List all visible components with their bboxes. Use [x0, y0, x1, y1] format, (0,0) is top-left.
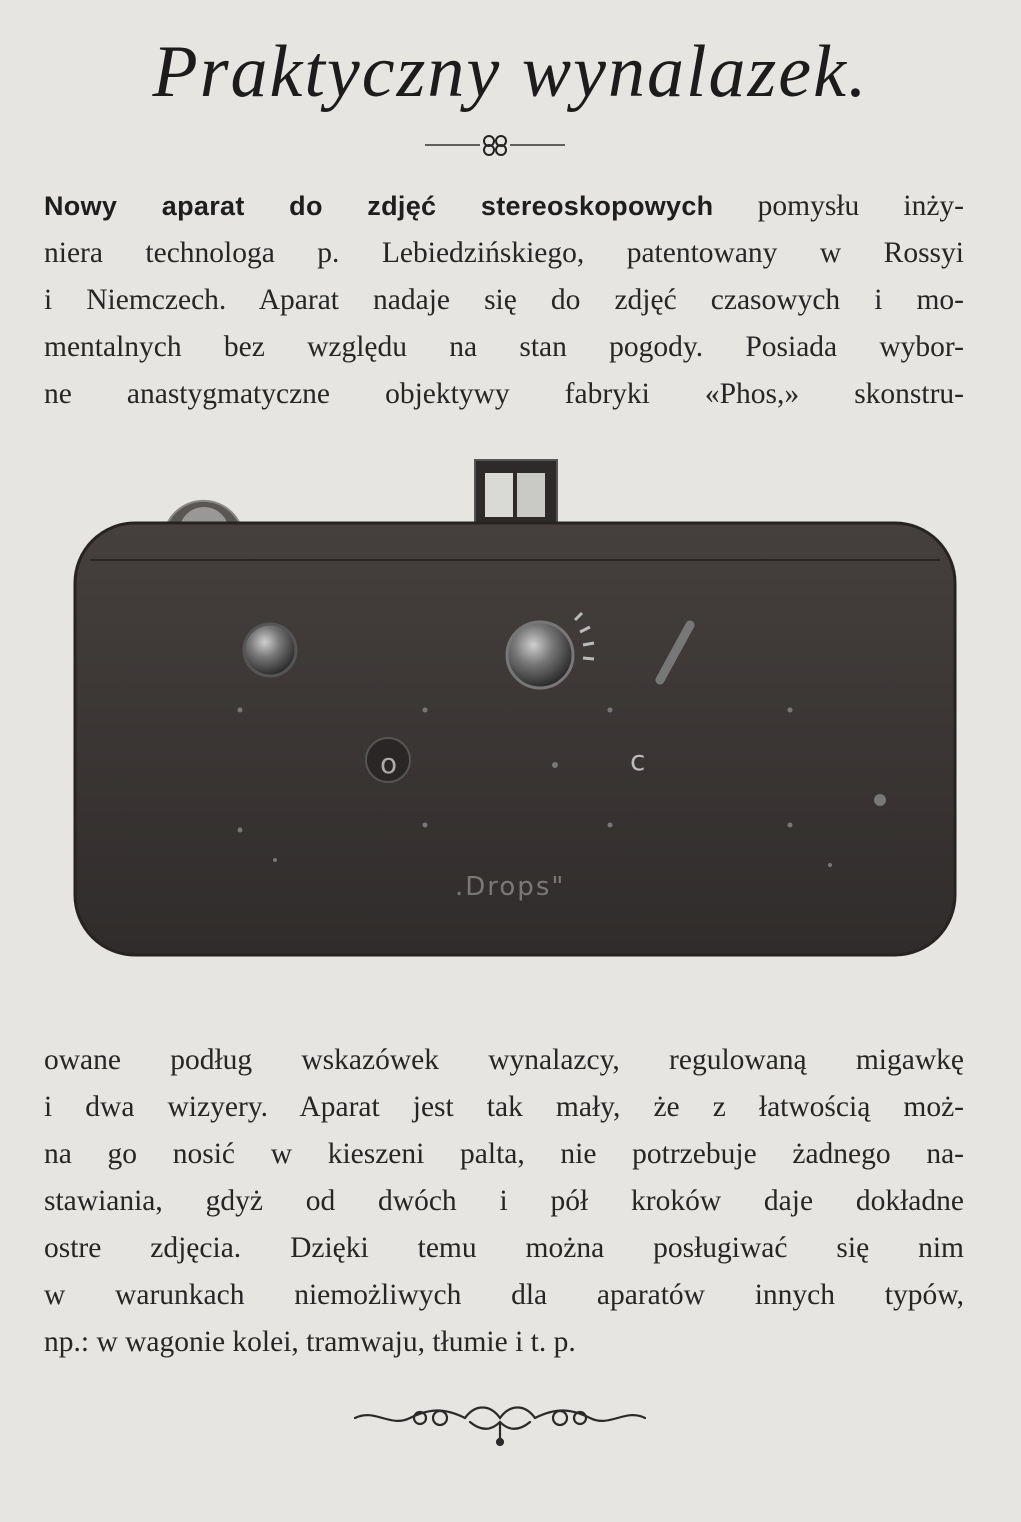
paragraph-continued-line-5: ostre zdjęcia. Dzięki temu można posługiwać się nim	[44, 1232, 964, 1264]
article-title: Praktyczny wynalazek.	[152, 31, 869, 113]
paragraph-intro-line-2: niera technologa p. Lebiedzińskiego, patentowany w Rossyi	[44, 237, 964, 269]
paragraph-continued-line-3: na go nosić w kieszeni palta, nie potrzebuje żadnego na-	[44, 1138, 964, 1170]
paragraph-continued	[44, 1037, 964, 1366]
line-text: pomysłu inży-	[757, 190, 964, 222]
lead-heading: Nowy aparat do zdjęć stereoskopowych	[44, 191, 714, 221]
paragraph-intro-line-3: i Niemczech. Aparat nadaje się do zdjęć czasowych i mo-	[44, 284, 964, 316]
paragraph-continued-line-1: owane podług wskazówek wynalazcy, regulowaną migawkę	[44, 1044, 964, 1076]
paragraph-intro-line-5: ne anastygmatyczne objektywy fabryki «Phos,» skonstru-	[44, 378, 964, 410]
paragraph-intro-line-1	[44, 183, 964, 230]
closing-ornament	[350, 1400, 650, 1450]
svg-text:o: o	[380, 747, 398, 780]
paragraph-intro	[44, 183, 964, 418]
paragraph-continued-line-4: stawiania, gdyż od dwóch i pół kroków daje dokładne	[44, 1185, 964, 1217]
paragraph-intro-line-4: mentalnych bez względu na stan pogody. Posiada wybor-	[44, 331, 964, 363]
paragraph-continued-line-7: np.: w wagonie kolei, tramwaju, tłumie i t. p.	[44, 1326, 576, 1358]
paragraph-continued-line-6: w warunkach niemożliwych dla aparatów innych typów,	[44, 1279, 964, 1311]
paragraph-continued-line-2: i dwa wizyery. Aparat jest tak mały, że z łatwością moż-	[44, 1091, 964, 1123]
svg-text:c: c	[630, 744, 646, 777]
camera-brand-label: .Drops"	[455, 872, 566, 902]
title-divider-ornament	[425, 132, 565, 158]
